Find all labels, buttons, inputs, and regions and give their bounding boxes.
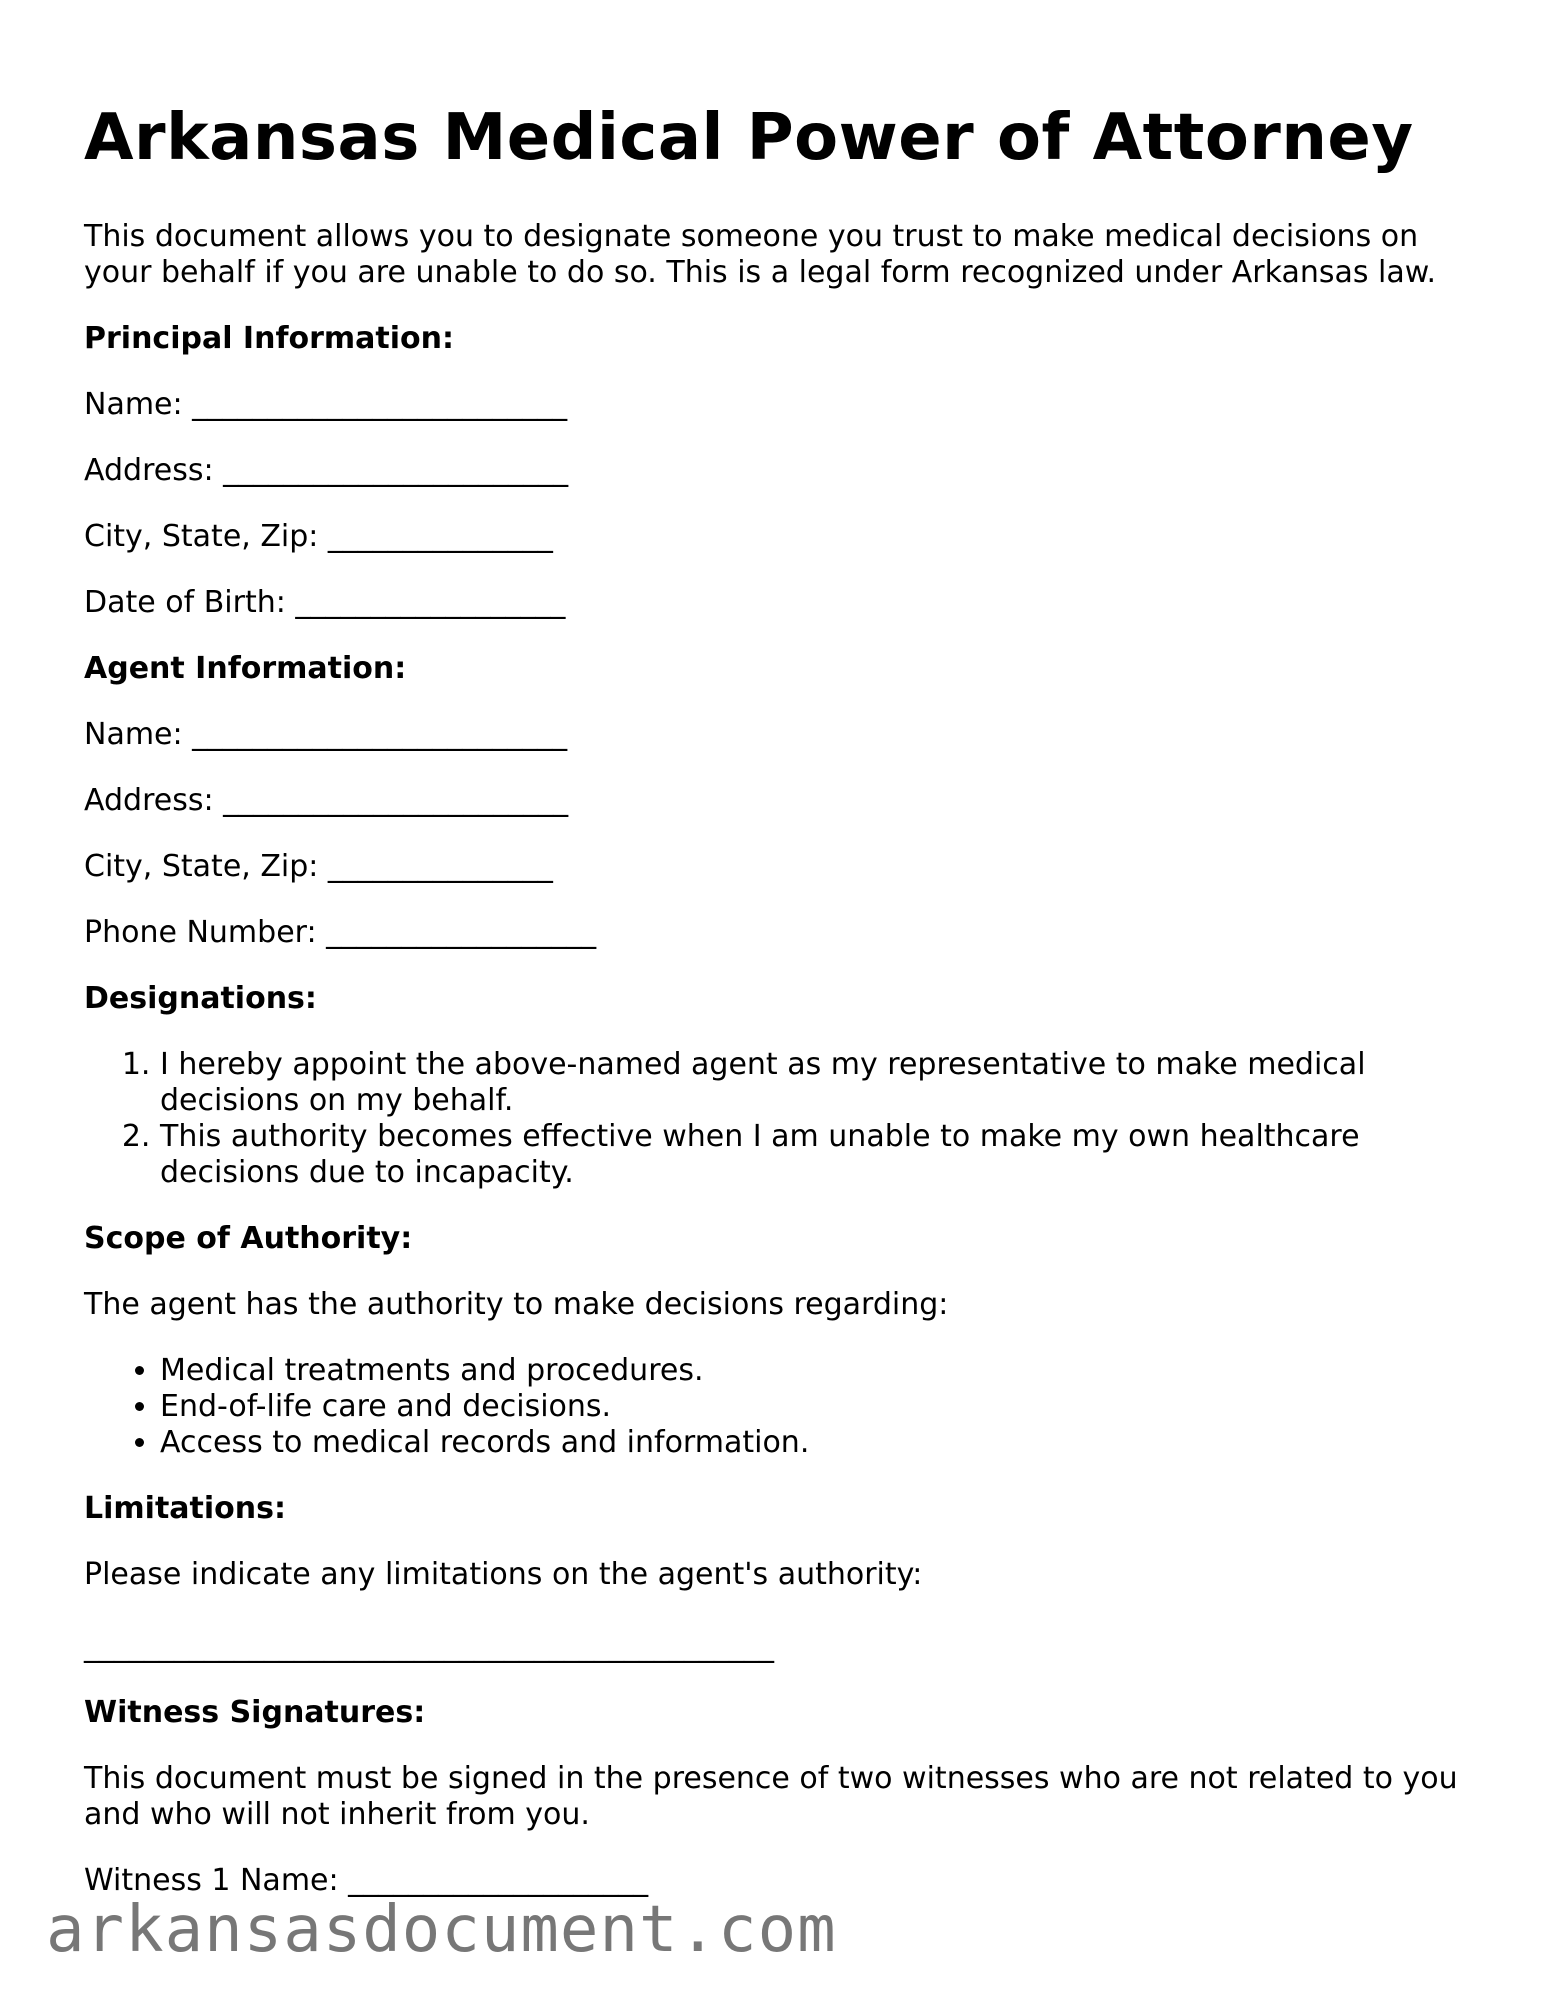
document-title: Arkansas Medical Power of Attorney <box>84 101 1414 175</box>
limitations-blank-line: ______________________________________________ <box>84 1628 774 1664</box>
agent-city-field: City, State, Zip: _______________ <box>84 848 553 884</box>
principal-name-field: Name: _________________________ <box>84 386 568 422</box>
agent-name-field: Name: _________________________ <box>84 716 568 752</box>
watermark-text: arkansasdocument.com <box>46 1893 837 1967</box>
limitations-text: Please indicate any limitations on the agent's authority: <box>84 1556 923 1592</box>
witness-text: This document must be signed in the presence of two witnesses who are not related to you and who will not inherit from you. <box>84 1760 1458 1832</box>
scope-item: • Access to medical records and information. <box>160 1425 1484 1461</box>
scope-item: • Medical treatments and procedures. <box>160 1353 1484 1389</box>
witness1-name-field: Witness 1 Name: ____________________ <box>84 1862 649 1898</box>
designation-item: 1. I hereby appoint the above-named agent as my representative to make medical decisions on my behalf. <box>160 1047 1484 1119</box>
intro-paragraph: This document allows you to designate someone you trust to make medical decisions on your behalf if you are unable to do so. This is a legal form recognized under Arkansas law. <box>84 218 1437 290</box>
designation-item: 2. This authority becomes effective when I am unable to make my own healthcare decisions due to incapacity. <box>160 1119 1484 1191</box>
principal-address-field: Address: _______________________ <box>84 452 569 488</box>
designations-heading: Designations: <box>84 980 317 1016</box>
principal-heading: Principal Information: <box>84 320 455 356</box>
scope-text: The agent has the authority to make decisions regarding: <box>84 1286 949 1322</box>
scope-heading: Scope of Authority: <box>84 1220 413 1256</box>
designations-list <box>84 1047 1484 1191</box>
agent-phone-field: Phone Number: __________________ <box>84 914 597 950</box>
limitations-heading: Limitations: <box>84 1490 286 1526</box>
scope-list <box>84 1353 1484 1461</box>
agent-heading: Agent Information: <box>84 650 407 686</box>
scope-item: • End-of-life care and decisions. <box>160 1389 1484 1425</box>
document-page <box>84 100 1484 1929</box>
witness-heading: Witness Signatures: <box>84 1694 426 1730</box>
principal-city-field: City, State, Zip: _______________ <box>84 518 553 554</box>
principal-dob-field: Date of Birth: __________________ <box>84 584 566 620</box>
agent-address-field: Address: _______________________ <box>84 782 569 818</box>
